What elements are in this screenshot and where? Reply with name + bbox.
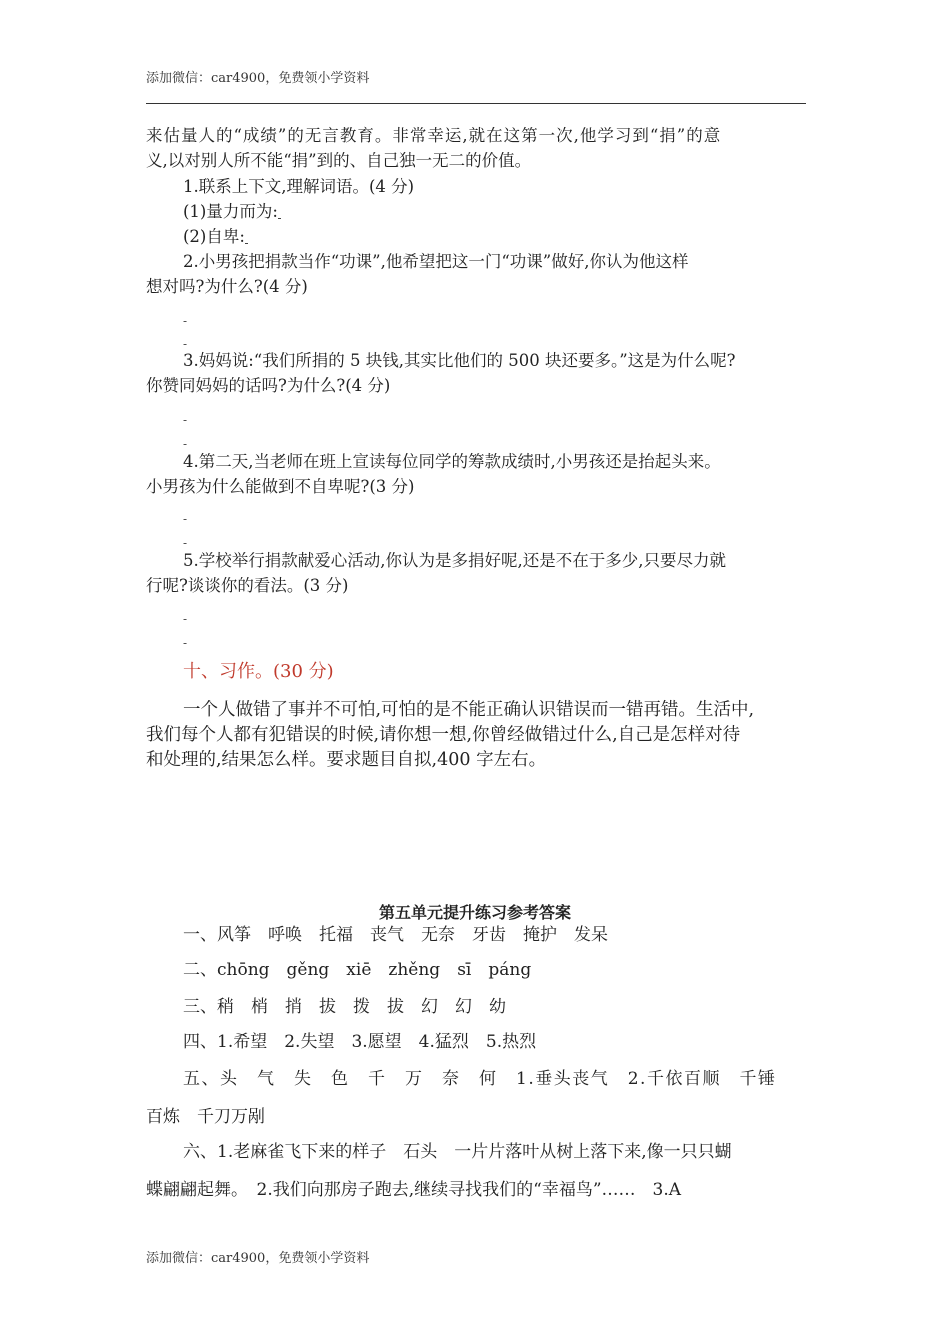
header-text: 添加微信：car4900，免费领小学资料 xyxy=(146,71,370,86)
answer-blank[interactable] xyxy=(245,229,248,244)
answer-item: 四、1.希望 2.失望 3.愿望 4.猛烈 5.热烈 xyxy=(183,1032,537,1052)
question-1-part-1: (1)量力而为: xyxy=(183,200,849,224)
composition-prompt: 我们每个人都有犯错误的时候,请你想一想,你曾经做错过什么,自己是怎样对待 xyxy=(146,725,741,745)
paragraph-line: 义,以对别人所不能“捐”到的、自己独一无二的价值。 xyxy=(146,151,532,170)
paragraph-line: 来估量人的“成绩”的无言教育。非常幸运,就在这第一次,他学习到“捐”的意 xyxy=(146,126,722,145)
answer-blank[interactable] xyxy=(278,204,281,219)
section-heading: 十、习作。(30 分) xyxy=(183,661,334,682)
question-1: 1.联系上下文,理解词语。(4 分) xyxy=(183,177,415,196)
question-4: 4.第二天,当老师在班上宣读每位同学的筹款成绩时,小男孩还是抬起头来。 xyxy=(183,452,721,471)
answer-line[interactable]: - xyxy=(183,612,188,626)
answer-item: 五、头 气 失 色 千 万 奈 何 1.垂头丧气 2.千依百顺 千锤 xyxy=(183,1069,777,1089)
answer-line[interactable]: - xyxy=(183,413,188,427)
answer-item: 六、1.老麻雀飞下来的样子 石头 一片片落叶从树上落下来,像一只只蝴 xyxy=(183,1142,732,1162)
answer-item: 二、chōng gěng xiē zhěng sī páng xyxy=(183,960,532,980)
answer-line[interactable]: - xyxy=(183,337,188,351)
question-1-part-2: (2)自卑: xyxy=(183,225,849,249)
answer-line[interactable]: - xyxy=(183,636,188,650)
question-3: 3.妈妈说:“我们所捐的 5 块钱,其实比他们的 500 块还要多。”这是为什么呢? xyxy=(183,351,736,370)
footer-text: 添加微信：car4900，免费领小学资料 xyxy=(146,1251,370,1266)
question-4-cont: 小男孩为什么能做到不自卑呢?(3 分) xyxy=(146,477,415,496)
question-5: 5.学校举行捐款献爱心活动,你认为是多捐好呢,还是不在于多少,只要尽力就 xyxy=(183,551,726,570)
answer-line[interactable]: - xyxy=(183,536,188,550)
answer-item: 三、稍 梢 捎 拔 拨 拔 幻 幻 幼 xyxy=(183,997,506,1017)
question-2: 2.小男孩把捐款当作“功课”,他希望把这一门“功课”做好,你认为他这样 xyxy=(183,252,689,271)
answer-item-cont: 蝶翩翩起舞。 2.我们向那房子跑去,继续寻找我们的“幸福鸟”…… 3.A xyxy=(146,1180,682,1200)
question-3-cont: 你赞同妈妈的话吗?为什么?(4 分) xyxy=(146,376,391,395)
answer-item-cont: 百炼 千刀万剐 xyxy=(146,1107,265,1127)
question-5-cont: 行呢?谈谈你的看法。(3 分) xyxy=(146,576,349,595)
answer-line[interactable]: - xyxy=(183,437,188,451)
composition-prompt: 一个人做错了事并不可怕,可怕的是不能正确认识错误而一错再错。生活中, xyxy=(183,700,755,720)
answer-item: 一、风筝 呼唤 托福 丧气 无奈 牙齿 掩护 发呆 xyxy=(183,925,608,945)
header-divider xyxy=(146,103,806,104)
question-2-cont: 想对吗?为什么?(4 分) xyxy=(146,277,308,296)
answers-title: 第五单元提升练习参考答案 xyxy=(378,903,571,922)
composition-prompt: 和处理的,结果怎么样。要求题目自拟,400 字左右。 xyxy=(146,750,547,770)
answer-line[interactable]: - xyxy=(183,512,188,526)
answer-line[interactable]: - xyxy=(183,314,188,328)
